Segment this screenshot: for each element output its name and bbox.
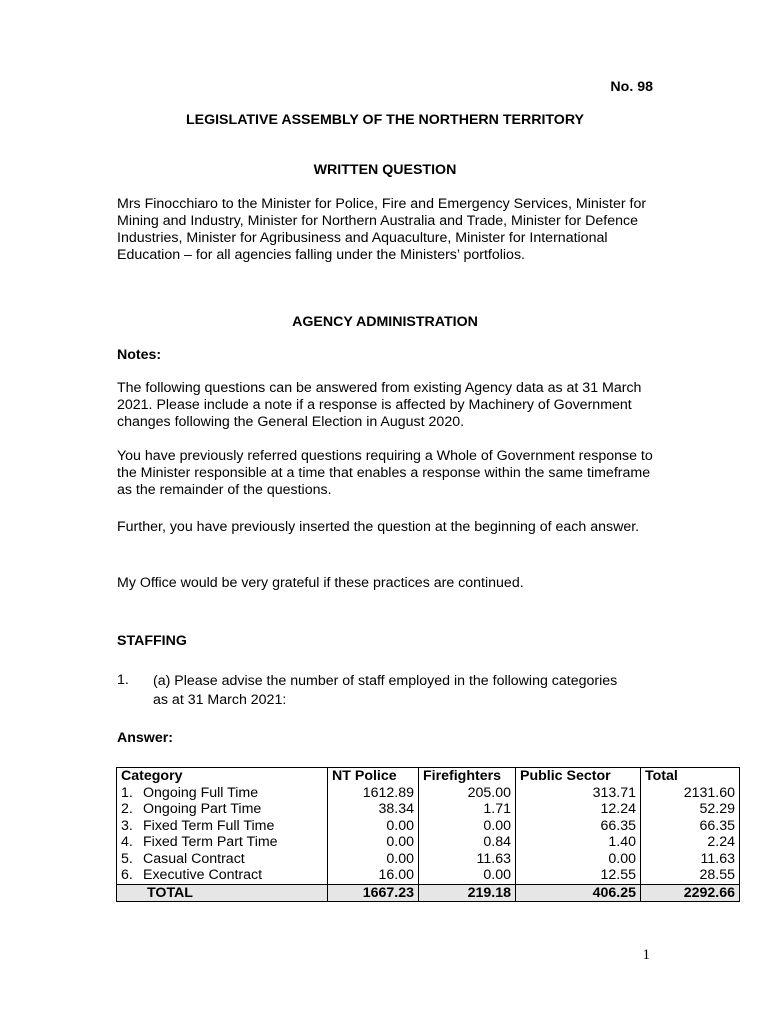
cell-firefighters: 1.71: [419, 801, 516, 818]
notes-paragraph-3: Further, you have previously inserted the question at the beginning of each answer.: [117, 519, 640, 535]
row-category: 4. Fixed Term Part Time: [117, 834, 328, 851]
cell-total: 28.55: [641, 867, 740, 884]
question-type-heading: WRITTEN QUESTION: [313, 162, 457, 178]
total-firefighters: 219.18: [419, 884, 516, 902]
cell-firefighters: 205.00: [419, 785, 516, 802]
cell-public-sector: 12.24: [516, 801, 641, 818]
table-total-row: [117, 884, 740, 902]
cell-public-sector: 313.71: [516, 785, 641, 802]
cell-firefighters: 0.00: [419, 867, 516, 884]
cell-total: 66.35: [641, 818, 740, 835]
section-title: AGENCY ADMINISTRATION: [292, 314, 478, 330]
cell-nt-police: 1612.89: [328, 785, 419, 802]
table-row: [117, 785, 740, 802]
question-number: 1.: [117, 672, 129, 688]
header-public-sector: Public Sector: [516, 768, 641, 785]
notes-paragraph-2: You have previously referred questions requiring a Whole of Government response to the Minister responsible at a time that enables a response within the same timeframe as the remainder of the questions.: [117, 448, 653, 498]
table-row: [117, 834, 740, 851]
staffing-table: [116, 767, 740, 902]
header-firefighters: Firefighters: [419, 768, 516, 785]
row-category: 3. Fixed Term Full Time: [117, 818, 328, 835]
cell-firefighters: 0.84: [419, 834, 516, 851]
row-category: 5. Casual Contract: [117, 851, 328, 868]
header-category: Category: [117, 768, 328, 785]
table-row: [117, 801, 740, 818]
cell-public-sector: 12.55: [516, 867, 641, 884]
header-total: Total: [641, 768, 740, 785]
staffing-heading: STAFFING: [117, 633, 187, 649]
cell-nt-police: 38.34: [328, 801, 419, 818]
cell-total: 2131.60: [641, 785, 740, 802]
header-nt-police: NT Police: [328, 768, 419, 785]
table-row: [117, 867, 740, 884]
cell-firefighters: 0.00: [419, 818, 516, 835]
cell-nt-police: 0.00: [328, 818, 419, 835]
question-text: (a) Please advise the number of staff employed in the following categories as at 31 March 2021:: [153, 673, 618, 708]
cell-total: 11.63: [641, 851, 740, 868]
total-public-sector: 406.25: [516, 884, 641, 902]
row-category: 6. Executive Contract: [117, 867, 328, 884]
total-label: TOTAL: [117, 884, 328, 902]
notes-heading: Notes:: [117, 347, 162, 363]
table-row: [117, 818, 740, 835]
cell-total: 52.29: [641, 801, 740, 818]
table-header-row: [117, 768, 740, 785]
cell-nt-police: 0.00: [328, 851, 419, 868]
cell-public-sector: 1.40: [516, 834, 641, 851]
cell-public-sector: 66.35: [516, 818, 641, 835]
row-category: 2. Ongoing Part Time: [117, 801, 328, 818]
cell-nt-police: 0.00: [328, 834, 419, 851]
answer-label: Answer:: [117, 730, 173, 746]
notes-paragraph-4: My Office would be very grateful if these practices are continued.: [117, 575, 524, 591]
notes-paragraph-1: The following questions can be answered from existing Agency data as at 31 March 2021. Please include a note if a response is affected by Machinery of Government changes following the General Election in August 2020.: [117, 380, 642, 430]
intro-paragraph: Mrs Finocchiaro to the Minister for Police, Fire and Emergency Services, Minister for Mining and Industry, Minister for Northern Australia and Trade, Minister for Defence Industries, Minister for Agribusiness and Aquaculture, Minister for International Education – for all agencies falling under the Ministers’ portfolios.: [117, 196, 647, 263]
table-row: [117, 851, 740, 868]
row-category: 1. Ongoing Full Time: [117, 785, 328, 802]
cell-nt-police: 16.00: [328, 867, 419, 884]
cell-total: 2.24: [641, 834, 740, 851]
total-nt-police: 1667.23: [328, 884, 419, 902]
assembly-title: LEGISLATIVE ASSEMBLY OF THE NORTHERN TERRITORY: [185, 112, 585, 128]
document-number: No. 98: [610, 79, 653, 95]
total-total: 2292.66: [641, 884, 740, 902]
cell-public-sector: 0.00: [516, 851, 641, 868]
page-number: 1: [642, 947, 650, 963]
cell-firefighters: 11.63: [419, 851, 516, 868]
